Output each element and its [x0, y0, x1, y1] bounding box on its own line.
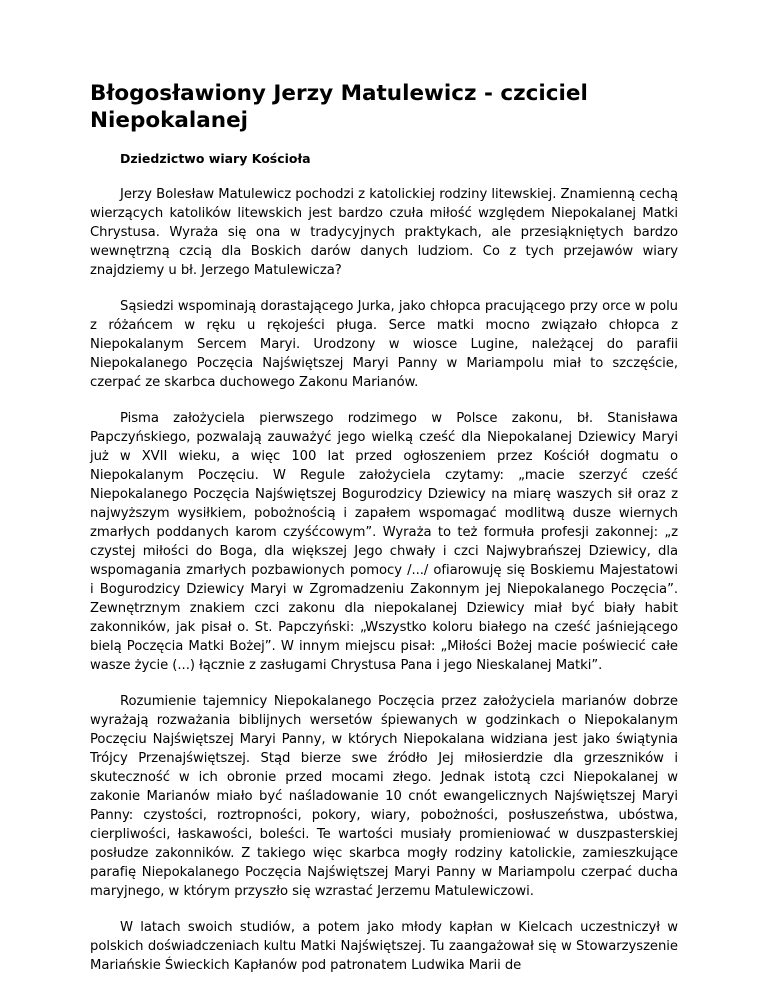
paragraph-3: Pisma założyciela pierwszego rodzimego w Polsce zakonu, bł. Stanisława Papczyńskiego, pozwalają zauważyć jego wielką cześć dla Niepokalanej Dziewicy Maryi już w XVII wieku, a więc 100 lat przed ogłoszeniem przez Kościół dogmatu o Niepokalanym Poczęciu. W Regule założyciela czytamy: „macie szerzyć cześć Niepokalanego Poczęcia Najświętszej Bogurodzicy Dziewicy na miarę waszych sił oraz z najwyższym wysiłkiem, pobożnością i zapałem wspomagać modlitwą dusze wiernych zmarłych poddanych karom czyśćcowym”. Wyraża to też formuła profesji zakonnej: „z czystej miłości do Boga, dla większej Jego chwały i czci Najwybrańszej Dziewicy, dla wspomagania zmarłych pozbawionych pomocy /.../ ofiarowuję się Boskiemu Majestatowi i Bogurodzicy Dziewicy Maryi w Zgromadzeniu Zakonnym jej Niepokalanego Poczęcia”. Zewnętrznym znakiem czci zakonu dla niepokalanej Dziewicy miał być biały habit zakonników, jak pisał o. St. Papczyński: „Wszystko koloru białego na cześć jaśniejącego bielą Poczęcia Matki Bożej”. W innym miejscu pisał: „Miłości Bożej macie poświecić całe wasze życie (...) łącznie z zasługami Chrystusa Pana i jego Nieskalanej Matki”.	[90, 411, 678, 673]
paragraph-5: W latach swoich studiów, a potem jako młody kapłan w Kielcach uczestniczył w polskich doświadczeniach kultu Matki Najświętszej. Tu zaangażował się w Stowarzyszenie Mariańskie Świeckich Kapłanów pod patronatem Ludwika Marii de	[90, 920, 678, 973]
paragraph-4: Rozumienie tajemnicy Niepokalanego Poczęcia przez założyciela marianów dobrze wyrażają rozważania biblijnych wersetów śpiewanych w godzinkach o Niepokalanym Poczęciu Najświętszej Maryi Panny, w których Niepokalana widziana jest jako świątynia Trójcy Przenajświętszej. Stąd bierze swe źródło Jej miłosierdzie dla grzeszników i skuteczność w ich obronie przed mocami złego. Jednak istotą czci Niepokalanej w zakonie Marianów miało być naśladowanie 10 cnót ewangelicznych Najświętszej Maryi Panny: czystości, roztropności, pokory, wiary, pobożności, posłuszeństwa, ubóstwa, cierpliwości, łaskawości, boleści. Te wartości musiały promieniować w duszpasterskiej posłudze zakonników. Z takiego więc skarbca mogły rodziny katolickie, zamieszkujące parafię Niepokalanego Poczęcia Najświętszej Maryi Panny w Mariampolu czerpać ducha maryjnego, w którym przyszło się wzrastać Jerzemu Matulewiczowi.	[90, 694, 678, 899]
document-title: Błogosławiony Jerzy Matulewicz - czciciel Niepokalanej	[90, 81, 588, 133]
paragraph-1: Jerzy Bolesław Matulewicz pochodzi z katolickiej rodziny litewskiej. Znamienną cechą wierzących katolików litewskich jest bardzo czuła miłość względem Niepokalanej Matki Chrystusa. Wyraża się ona w tradycyjnych praktykach, ale przesiąkniętych bardzo wewnętrzną czcią dla Boskich darów danych ludziom. Co z tych przejawów wiary znajdziemy u bł. Jerzego Matulewicza?	[90, 187, 678, 278]
document-body	[90, 149, 678, 992]
section-heading: Dziedzictwo wiary Kościoła	[120, 151, 311, 166]
paragraph-2: Sąsiedzi wspominają dorastającego Jurka, jako chłopca pracującego przy orce w polu z różańcem w ręku u rękojeści pługa. Serce matki mocno związało chłopca z Niepokalanym Sercem Maryi. Urodzony w wiosce Lugine, należącej do parafii Niepokalanego Poczęcia Najświętszej Maryi Panny w Mariampolu miał to szczęście, czerpać ze skarbca duchowego Zakonu Marianów.	[90, 299, 678, 390]
